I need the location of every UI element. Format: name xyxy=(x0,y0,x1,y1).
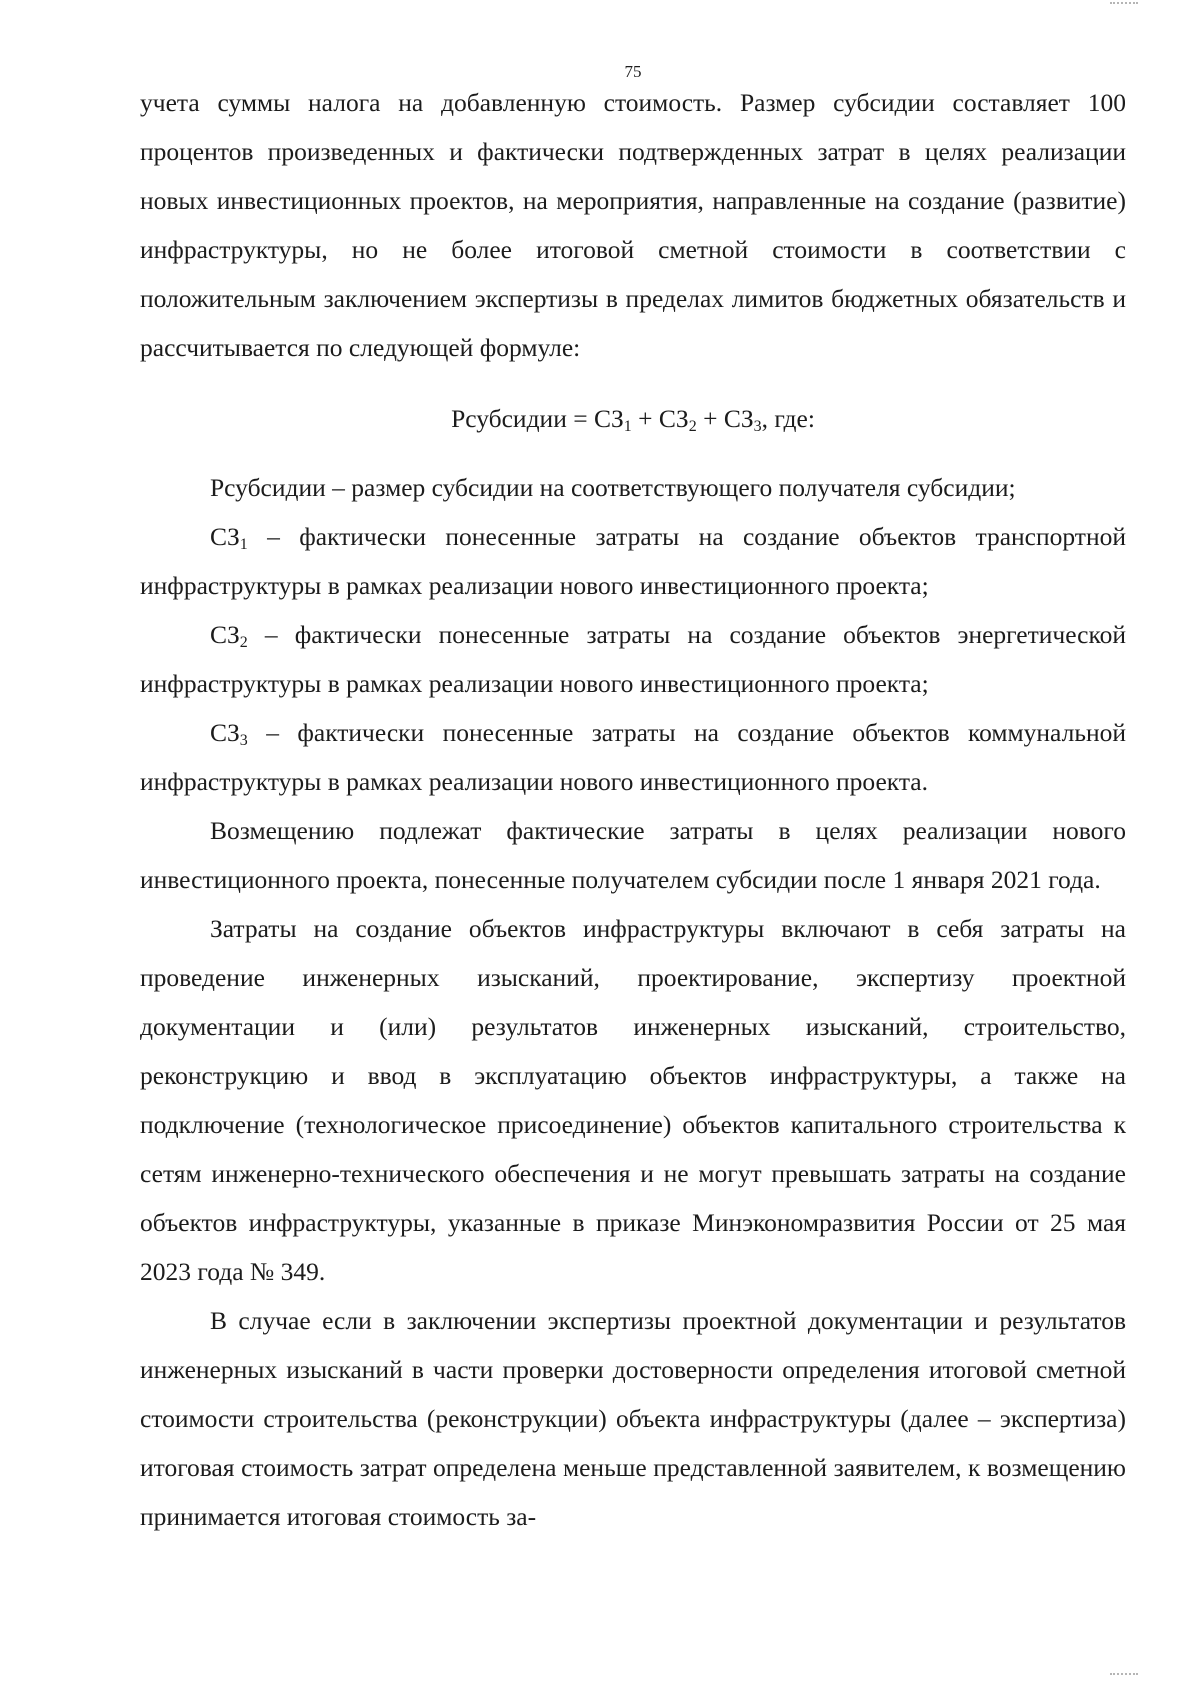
definition-sz3-text: – фактически понесенные затраты на создание объектов коммунальной инфраструктуры в рамках реализации нового инвестиционного проекта. xyxy=(140,718,1126,796)
paragraph-expertise-case: В случае если в заключении экспертизы проектной документации и результатов инженерных изысканий в части проверки достоверности определения итоговой сметной стоимости строительства (реконструкции) объекта инфраструктуры (далее – экспертиза) итоговая стоимость затрат определена меньше представленной заявителем, к возмещению принимается итоговая стоимость за- xyxy=(140,1306,1126,1531)
subsidy-formula xyxy=(140,394,1126,443)
definition-sz2 xyxy=(140,610,1126,708)
paragraph-infrastructure-costs: Затраты на создание объектов инфраструктуры включают в себя затраты на проведение инженерных изысканий, проектирование, экспертизу проектной документации и (или) результатов инженерных изысканий, строительство, реконструкцию и ввод в эксплуатацию объектов инфраструктуры, а также на подключение (технологическое присоединение) объектов капитального строительства к сетям инженерно-технического обеспечения и не могут превышать затраты на создание объектов инфраструктуры, указанные в приказе Минэкономразвития России от 25 мая 2023 года № 349. xyxy=(140,914,1126,1286)
definition-sz3-sub: 3 xyxy=(239,732,248,749)
definition-sz3 xyxy=(140,708,1126,806)
definition-sz1-sub: 1 xyxy=(239,536,248,553)
formula-plus-3: + СЗ xyxy=(696,404,754,433)
formula-sub-3: 3 xyxy=(753,418,762,435)
definition-subsidy: Рсубсидии – размер субсидии на соответствующего получателя субсидии; xyxy=(210,473,1016,502)
definition-sz2-symbol: СЗ xyxy=(210,620,240,649)
document-body xyxy=(140,78,1126,1541)
definition-sz3-symbol: СЗ xyxy=(210,718,240,747)
definition-sz1 xyxy=(140,512,1126,610)
paragraph-reimbursement: Возмещению подлежат фактические затраты в целях реализации нового инвестиционного проекта, понесенные получателем субсидии после 1 января 2021 года. xyxy=(140,816,1126,894)
document-page xyxy=(140,0,1126,1697)
formula-tail: , где: xyxy=(761,404,815,433)
formula-sub-2: 2 xyxy=(688,418,697,435)
formula-lhs: Рсубсидии = СЗ xyxy=(451,404,624,433)
page-number: 75 xyxy=(624,62,642,81)
definition-sz1-symbol: СЗ xyxy=(210,522,240,551)
scan-artifact-bottom xyxy=(1110,1673,1138,1679)
definition-sz1-text: – фактически понесенные затраты на создание объектов транспортной инфраструктуры в рамках реализации нового инвестиционного проекта; xyxy=(140,522,1126,600)
paragraph-subsidy-size: учета суммы налога на добавленную стоимость. Размер субсидии составляет 100 процентов произведенных и фактически подтвержденных затрат в целях реализации новых инвестиционных проектов, на мероприятия, направленные на создание (развитие) инфраструктуры, но не более итоговой сметной стоимости в соответствии с положительным заключением экспертизы в пределах лимитов бюджетных обязательств и рассчитывается по следующей формуле: xyxy=(140,88,1126,362)
formula-plus-2: + СЗ xyxy=(631,404,689,433)
formula-sub-1: 1 xyxy=(623,418,632,435)
definition-sz2-sub: 2 xyxy=(239,634,248,651)
definition-sz2-text: – фактически понесенные затраты на создание объектов энергетической инфраструктуры в рамках реализации нового инвестиционного проекта; xyxy=(140,620,1126,698)
